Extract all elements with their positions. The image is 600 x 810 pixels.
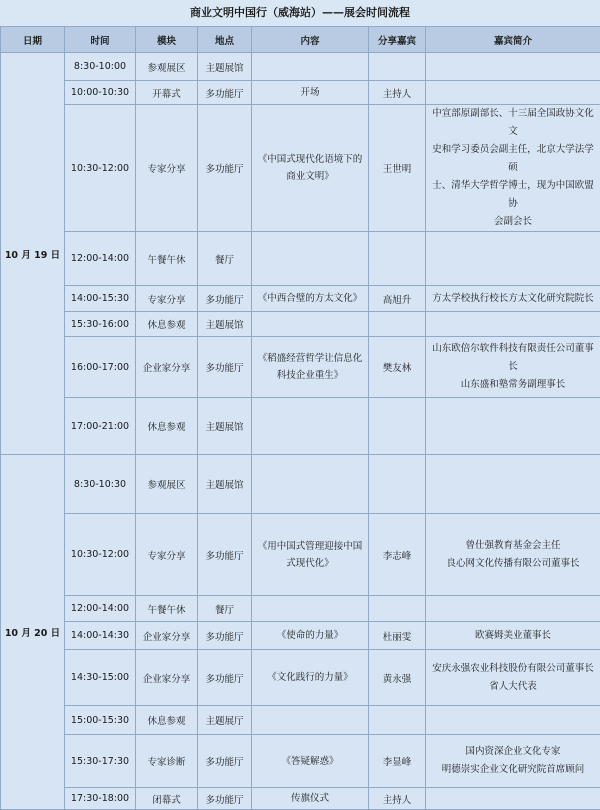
intro-cell	[426, 735, 600, 788]
time-cell: 15:30-16:00	[65, 312, 136, 337]
module-cell: 午餐午休	[136, 596, 198, 622]
intro-cell	[426, 337, 600, 398]
content-cell-line: 开场	[254, 84, 366, 101]
location-cell: 多功能厅	[198, 337, 252, 398]
intro-cell	[426, 650, 600, 706]
module-cell: 企业家分享	[136, 337, 198, 398]
table-row	[1, 455, 600, 514]
header-row	[1, 27, 600, 53]
table-row	[1, 596, 600, 622]
table-row	[1, 514, 600, 596]
location-cell: 餐厅	[198, 232, 252, 286]
table-row	[1, 81, 600, 105]
guest-cell: 主持人	[369, 788, 426, 810]
intro-cell-line: 方太学校执行校长方太文化研究院院长	[428, 290, 598, 308]
content-cell-line: 《稻盛经营哲学让信息化	[254, 350, 366, 367]
header-module: 模块	[136, 27, 198, 53]
intro-cell	[426, 286, 600, 312]
table-row	[1, 53, 600, 81]
content-cell	[252, 105, 369, 232]
table-row	[1, 788, 600, 810]
content-cell-line: 《答疑解惑》	[254, 753, 366, 770]
intro-cell-line: 士、清华大学哲学博士，现为中国欧盟协	[428, 177, 598, 213]
intro-cell	[426, 514, 600, 596]
content-cell	[252, 398, 369, 455]
content-cell	[252, 455, 369, 514]
location-cell: 多功能厅	[198, 514, 252, 596]
intro-cell-line: 曾仕强教育基金会主任	[428, 537, 598, 555]
content-cell-line: 《中国式现代化语境下的	[254, 151, 366, 168]
location-cell: 多功能厅	[198, 735, 252, 788]
content-cell-line: 商业文明》	[254, 168, 366, 185]
intro-cell	[426, 53, 600, 81]
intro-cell	[426, 398, 600, 455]
content-cell	[252, 232, 369, 286]
guest-cell	[369, 596, 426, 622]
guest-cell: 李显峰	[369, 735, 426, 788]
module-cell: 休息参观	[136, 706, 198, 735]
location-cell: 多功能厅	[198, 622, 252, 650]
location-cell: 多功能厅	[198, 788, 252, 810]
table-row	[1, 735, 600, 788]
content-cell	[252, 337, 369, 398]
intro-cell-line: 史和学习委员会副主任，北京大学法学硕	[428, 141, 598, 177]
content-cell	[252, 53, 369, 81]
header-guest: 分享嘉宾	[369, 27, 426, 53]
table-row	[1, 312, 600, 337]
intro-cell	[426, 596, 600, 622]
module-cell: 闭幕式	[136, 788, 198, 810]
module-cell: 专家分享	[136, 105, 198, 232]
table-row	[1, 105, 600, 232]
content-cell	[252, 622, 369, 650]
content-cell	[252, 706, 369, 735]
module-cell: 休息参观	[136, 312, 198, 337]
guest-cell: 樊友林	[369, 337, 426, 398]
module-cell: 参观展区	[136, 455, 198, 514]
location-cell: 多功能厅	[198, 81, 252, 105]
location-cell: 餐厅	[198, 596, 252, 622]
guest-cell	[369, 398, 426, 455]
intro-cell-line: 山东欧倍尔软件科技有限责任公司董事长	[428, 340, 598, 376]
table-row	[1, 286, 600, 312]
time-cell: 10:00-10:30	[65, 81, 136, 105]
table-row	[1, 232, 600, 286]
guest-cell: 杜丽雯	[369, 622, 426, 650]
intro-cell-line: 中宣部原副部长、十三届全国政协文化文	[428, 105, 598, 141]
location-cell: 多功能厅	[198, 105, 252, 232]
content-cell-line: 传旗仪式	[254, 790, 366, 807]
guest-cell: 李志峰	[369, 514, 426, 596]
module-cell: 企业家分享	[136, 622, 198, 650]
time-cell: 10:30-12:00	[65, 514, 136, 596]
content-cell	[252, 514, 369, 596]
header-content: 内容	[252, 27, 369, 53]
location-cell: 主题展馆	[198, 53, 252, 81]
intro-cell	[426, 455, 600, 514]
guest-cell: 高旭升	[369, 286, 426, 312]
header-intro: 嘉宾简介	[426, 27, 600, 53]
module-cell: 休息参观	[136, 398, 198, 455]
header-date: 日期	[1, 27, 65, 53]
intro-cell	[426, 622, 600, 650]
time-cell: 16:00-17:00	[65, 337, 136, 398]
guest-cell: 黄永强	[369, 650, 426, 706]
module-cell: 专家分享	[136, 286, 198, 312]
guest-cell	[369, 706, 426, 735]
intro-cell-line: 安庆永强农业科技股份有限公司董事长	[428, 660, 598, 678]
guest-cell	[369, 455, 426, 514]
content-cell	[252, 735, 369, 788]
time-cell: 10:30-12:00	[65, 105, 136, 232]
table-row	[1, 337, 600, 398]
content-cell-line: 《中西合璧的方太文化》	[254, 290, 366, 307]
intro-cell-line: 良心网文化传播有限公司董事长	[428, 555, 598, 573]
location-cell: 多功能厅	[198, 286, 252, 312]
location-cell: 主题展馆	[198, 312, 252, 337]
module-cell: 企业家分享	[136, 650, 198, 706]
module-cell: 午餐午休	[136, 232, 198, 286]
page-title: 商业文明中国行（威海站）——展会时间流程	[0, 0, 600, 26]
content-cell-line: 科技企业重生》	[254, 367, 366, 384]
module-cell: 开幕式	[136, 81, 198, 105]
guest-cell: 主持人	[369, 81, 426, 105]
table-row	[1, 706, 600, 735]
time-cell: 14:30-15:00	[65, 650, 136, 706]
content-cell	[252, 286, 369, 312]
module-cell: 专家诊断	[136, 735, 198, 788]
intro-cell	[426, 312, 600, 337]
date-cell: 10 月 20 日	[1, 455, 65, 810]
intro-cell-line: 会副会长	[428, 213, 598, 231]
intro-cell	[426, 232, 600, 286]
intro-cell-line: 明德崇实企业文化研究院首席顾问	[428, 761, 598, 779]
content-cell	[252, 312, 369, 337]
intro-cell	[426, 81, 600, 105]
content-cell	[252, 81, 369, 105]
location-cell: 主题展馆	[198, 455, 252, 514]
guest-cell: 王世明	[369, 105, 426, 232]
module-cell: 参观展区	[136, 53, 198, 81]
location-cell: 主题展厅	[198, 706, 252, 735]
header-location: 地点	[198, 27, 252, 53]
content-cell	[252, 788, 369, 810]
guest-cell	[369, 312, 426, 337]
time-cell: 8:30-10:30	[65, 455, 136, 514]
time-cell: 8:30-10:00	[65, 53, 136, 81]
guest-cell	[369, 232, 426, 286]
time-cell: 15:00-15:30	[65, 706, 136, 735]
intro-cell	[426, 706, 600, 735]
intro-cell	[426, 788, 600, 810]
guest-cell	[369, 53, 426, 81]
table-row	[1, 622, 600, 650]
module-cell: 专家分享	[136, 514, 198, 596]
intro-cell-line: 欧赛姆美业董事长	[428, 627, 598, 645]
content-cell-line: 《用中国式管理迎接中国	[254, 538, 366, 555]
intro-cell-line: 山东盛和塾常务副理事长	[428, 376, 598, 394]
table-row	[1, 398, 600, 455]
location-cell: 主题展馆	[198, 398, 252, 455]
time-cell: 14:00-14:30	[65, 622, 136, 650]
time-cell: 12:00-14:00	[65, 232, 136, 286]
intro-cell-line: 国内资深企业文化专家	[428, 743, 598, 761]
header-time: 时间	[65, 27, 136, 53]
schedule-table	[0, 26, 600, 810]
content-cell-line: 《文化践行的力量》	[254, 669, 366, 686]
table-row	[1, 650, 600, 706]
date-cell: 10 月 19 日	[1, 53, 65, 455]
content-cell-line: 《使命的力量》	[254, 627, 366, 644]
time-cell: 12:00-14:00	[65, 596, 136, 622]
content-cell	[252, 650, 369, 706]
location-cell: 多功能厅	[198, 650, 252, 706]
time-cell: 17:30-18:00	[65, 788, 136, 810]
time-cell: 17:00-21:00	[65, 398, 136, 455]
time-cell: 15:30-17:30	[65, 735, 136, 788]
content-cell	[252, 596, 369, 622]
intro-cell-line: 省人大代表	[428, 678, 598, 696]
content-cell-line: 式现代化》	[254, 555, 366, 572]
time-cell: 14:00-15:30	[65, 286, 136, 312]
intro-cell	[426, 105, 600, 232]
